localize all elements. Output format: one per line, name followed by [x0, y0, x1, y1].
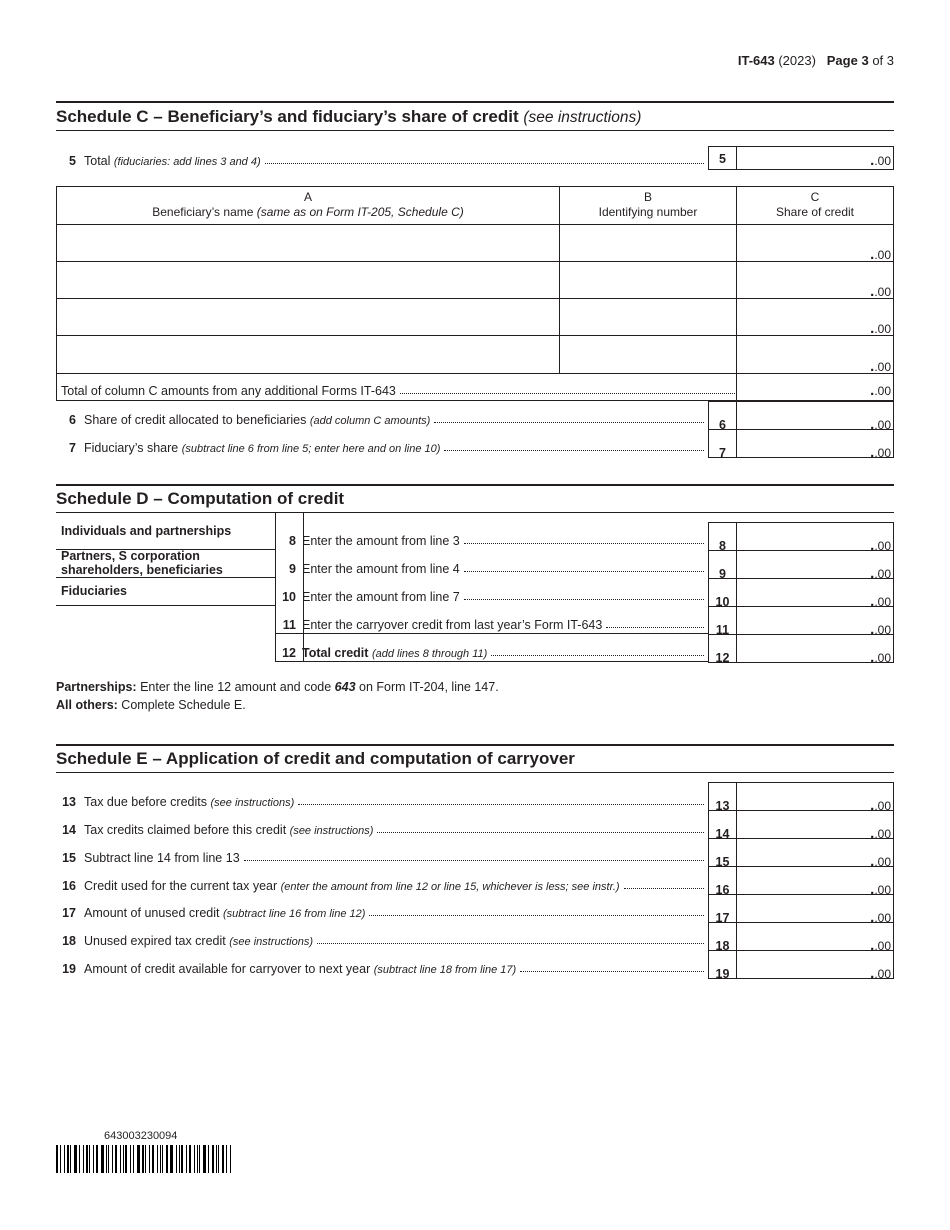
line-12-amount[interactable]: ..00	[736, 634, 894, 663]
line-6-row	[56, 407, 706, 427]
line-10-box: 10	[708, 578, 736, 607]
share-of-credit-field[interactable]: ..00	[736, 335, 894, 374]
label-text: Tax due before credits	[84, 795, 207, 809]
barcode-bar	[208, 1145, 209, 1173]
dot-leader	[464, 543, 704, 544]
divider	[275, 661, 708, 662]
line-number: 15	[62, 851, 76, 865]
line-label	[84, 154, 261, 168]
line-number: 5	[69, 154, 76, 168]
barcode-bar	[123, 1145, 124, 1173]
additional-forms-total-row	[56, 373, 737, 401]
dot-leader	[377, 832, 704, 833]
col-title: Identifying number	[598, 205, 698, 219]
label-note: (see instructions)	[210, 797, 295, 809]
line-number: 16	[62, 879, 76, 893]
barcode-bar	[125, 1145, 127, 1173]
label-note: (add lines 8 through 11)	[371, 648, 488, 660]
note-text: Enter the line 12 amount and code	[140, 680, 332, 694]
line-8-amount[interactable]: ..00	[736, 522, 894, 551]
divider	[56, 744, 894, 746]
barcode-bar	[181, 1145, 183, 1173]
line-10-amount[interactable]: ..00	[736, 578, 894, 607]
line-label	[302, 590, 460, 604]
line-18-row	[56, 928, 706, 948]
line-number: 9	[289, 562, 296, 576]
barcode-bar	[218, 1145, 219, 1173]
barcode-bar	[199, 1145, 200, 1173]
line-label	[84, 413, 430, 427]
label-note: (subtract line 6 from line 5; enter here and on line 10)	[181, 443, 441, 455]
barcode-bar	[162, 1145, 163, 1173]
line-6-box: 6	[708, 401, 736, 430]
dot-leader	[464, 571, 704, 572]
barcode-bar	[89, 1145, 90, 1173]
barcode-bar	[166, 1145, 168, 1173]
label-text: Enter the amount from line 4	[302, 562, 460, 576]
identifying-number-field[interactable]	[559, 335, 737, 374]
barcode-bar	[108, 1145, 109, 1173]
cents: .00	[874, 855, 891, 869]
barcode-bar	[230, 1145, 231, 1173]
col-title: Beneficiary’s name	[152, 205, 254, 219]
barcode-bar	[226, 1145, 227, 1173]
page-label: Page 3	[826, 53, 869, 68]
cents: .00	[874, 967, 891, 981]
line-label	[84, 906, 365, 920]
line-19-row	[56, 956, 706, 976]
group-label: Individuals and partnerships	[61, 524, 232, 538]
line-number: 8	[289, 534, 296, 548]
col-letter: B	[643, 190, 652, 204]
label-text: Subtract line 14 from line 13	[84, 851, 240, 865]
col-title: Share of credit	[775, 205, 855, 219]
line-label	[84, 851, 240, 865]
line-number: 11	[282, 618, 296, 632]
barcode-bar	[170, 1145, 173, 1173]
schedule-c-title-note: (see instructions)	[523, 109, 642, 126]
label-text: Fiduciary’s share	[84, 441, 179, 455]
line-number: 17	[62, 906, 76, 920]
line-15-box: 15	[708, 838, 736, 867]
dot-leader	[464, 599, 704, 600]
schedule-d-title: Schedule D – Computation of credit	[56, 489, 345, 508]
barcode-bar	[222, 1145, 224, 1173]
identifying-number-field[interactable]	[559, 261, 737, 299]
cents: .00	[874, 623, 891, 637]
line-17-box: 17	[708, 894, 736, 923]
line-7-amount[interactable]: ..00	[736, 429, 894, 458]
line-number: 10	[282, 590, 296, 604]
barcode-bar	[149, 1145, 150, 1173]
label-text: Amount of credit available for carryover to next year	[84, 962, 371, 976]
line-number: 7	[69, 441, 76, 455]
line-7-box: 7	[708, 429, 736, 458]
line-6-amount[interactable]: ..00	[736, 401, 894, 430]
schedule-c-title	[56, 107, 641, 127]
label-text: Share of credit allocated to beneficiaries	[84, 413, 307, 427]
cents: .00	[874, 595, 891, 609]
divider	[56, 101, 894, 103]
dot-leader	[317, 943, 704, 944]
barcode-bar	[79, 1145, 80, 1173]
line-12-box: 12	[708, 634, 736, 663]
barcode-bar	[106, 1145, 107, 1173]
line-label	[302, 618, 602, 632]
identifying-number-field[interactable]	[559, 224, 737, 262]
col-letter: A	[303, 190, 312, 204]
line-14-amount[interactable]: ..00	[736, 810, 894, 839]
barcode-bar	[120, 1145, 121, 1173]
line-14-row	[56, 817, 706, 837]
line-15-amount[interactable]: ..00	[736, 838, 894, 867]
line-13-row	[56, 789, 706, 809]
line-number: 13	[62, 795, 76, 809]
label-text: Enter the amount from line 3	[302, 534, 460, 548]
col-letter: C	[810, 190, 820, 204]
barcode-bar	[130, 1145, 131, 1173]
dot-leader	[434, 422, 704, 423]
label-text: Enter the amount from line 7	[302, 590, 460, 604]
line-number: 6	[69, 413, 76, 427]
cents: .00	[874, 446, 891, 460]
label-note: (enter the amount from line 12 or line 15, whichever is less; see instr.)	[280, 881, 620, 893]
cents: .00	[874, 154, 891, 168]
note-code: 643	[334, 680, 356, 694]
barcode-bar	[157, 1145, 158, 1173]
line-8-row	[276, 528, 706, 548]
cents: .00	[874, 827, 891, 841]
barcode-bar	[186, 1145, 187, 1173]
line-number: 14	[62, 823, 76, 837]
barcode-bar	[197, 1145, 198, 1173]
barcode-bar	[142, 1145, 144, 1173]
barcode-bar	[115, 1145, 117, 1173]
cents: .00	[874, 939, 891, 953]
cents: .00	[874, 360, 891, 374]
line-15-row	[56, 845, 706, 865]
line-5-row	[56, 148, 706, 168]
line-label	[84, 962, 516, 976]
line-13-amount[interactable]: ..00	[736, 782, 894, 811]
line-19-amount[interactable]: ..00	[736, 950, 894, 979]
line-5-box: 5	[708, 146, 736, 170]
line-14-box: 14	[708, 810, 736, 839]
line-18-box: 18	[708, 922, 736, 951]
line-8-box: 8	[708, 522, 736, 551]
line-17-row	[56, 900, 706, 920]
line-label	[84, 795, 294, 809]
barcode-bar	[212, 1145, 214, 1173]
line-number: 12	[282, 646, 296, 660]
col-note: (same as on Form IT-205, Schedule C)	[256, 205, 464, 219]
line-12-row	[276, 640, 706, 660]
divider	[56, 605, 276, 606]
note-text: Complete Schedule E.	[121, 698, 246, 712]
barcode-bar	[74, 1145, 77, 1173]
cents: .00	[874, 248, 891, 262]
barcode-bar	[60, 1145, 61, 1173]
label-text: Amount of unused credit	[84, 906, 220, 920]
barcode-bar	[176, 1145, 177, 1173]
page-header	[738, 53, 894, 68]
schedule-e-title: Schedule E – Application of credit and computation of carryover	[56, 749, 575, 768]
line-16-amount[interactable]: ..00	[736, 866, 894, 895]
col-a-header	[56, 186, 560, 225]
line-16-row	[56, 873, 706, 893]
barcode-bar	[152, 1145, 154, 1173]
barcode-bar	[64, 1145, 65, 1173]
schedule-d-notes	[56, 678, 499, 714]
line-label	[84, 823, 373, 837]
cents: .00	[874, 384, 891, 398]
barcode-bar	[67, 1145, 69, 1173]
dot-leader	[606, 627, 704, 628]
barcode-bar	[145, 1145, 146, 1173]
cents: .00	[874, 883, 891, 897]
share-of-credit-field[interactable]: ..00	[736, 224, 894, 262]
barcode-bar	[137, 1145, 140, 1173]
line-10-row	[276, 584, 706, 604]
cents: .00	[874, 322, 891, 336]
line-11-box: 11	[708, 606, 736, 635]
line-9-amount[interactable]: ..00	[736, 550, 894, 579]
barcode-bar	[96, 1145, 98, 1173]
barcode-bar	[101, 1145, 104, 1173]
line-11-amount[interactable]: ..00	[736, 606, 894, 635]
line-18-amount[interactable]: ..00	[736, 922, 894, 951]
divider	[56, 577, 276, 578]
dot-leader	[624, 888, 704, 889]
line-16-box: 16	[708, 866, 736, 895]
label-text: Total credit	[302, 646, 369, 660]
barcode-bar	[203, 1145, 206, 1173]
schedule-c-title-text: Schedule C – Beneficiary’s and fiduciary’s share of credit	[56, 107, 519, 126]
note-bold: Partnerships:	[56, 680, 137, 694]
barcode-bar	[93, 1145, 94, 1173]
beneficiary-name-field[interactable]	[56, 224, 560, 262]
line-label	[84, 879, 620, 893]
line-19-box: 19	[708, 950, 736, 979]
divider	[56, 484, 894, 486]
beneficiary-name-field[interactable]	[56, 261, 560, 299]
dot-leader	[298, 804, 704, 805]
form-year: (2023)	[778, 53, 816, 68]
dot-leader	[520, 971, 704, 972]
form-number: IT-643	[737, 53, 775, 68]
barcode-bar	[189, 1145, 191, 1173]
line-label	[302, 562, 460, 576]
barcode-bar	[70, 1145, 71, 1173]
label-note: (subtract line 16 from line 12)	[222, 908, 366, 920]
dot-leader	[400, 384, 735, 394]
line-11-row	[276, 612, 706, 632]
dot-leader	[491, 655, 704, 656]
beneficiary-name-field[interactable]	[56, 298, 560, 336]
barcode-bar	[160, 1145, 161, 1173]
divider	[56, 772, 894, 773]
additional-forms-total-amount[interactable]: ..00	[736, 373, 894, 401]
cents: .00	[874, 285, 891, 299]
group-label: Partners, S corporation shareholders, beneficiaries	[61, 549, 223, 577]
line-9-box: 9	[708, 550, 736, 579]
label-note: (add column C amounts)	[309, 415, 431, 427]
label-note: (subtract line 18 from line 17)	[373, 964, 517, 976]
page-of: of 3	[872, 53, 894, 68]
dot-leader	[444, 450, 704, 451]
label-text: Unused expired tax credit	[84, 934, 226, 948]
beneficiary-name-field[interactable]	[56, 335, 560, 374]
total-row-label: Total of column C amounts from any additional Forms IT-643	[61, 384, 396, 398]
cents: .00	[874, 539, 891, 553]
line-9-row	[276, 556, 706, 576]
cents: .00	[874, 911, 891, 925]
label-text: Credit used for the current tax year	[84, 879, 278, 893]
dot-leader	[369, 915, 704, 916]
label-text: Tax credits claimed before this credit	[84, 823, 287, 837]
identifying-number-field[interactable]	[559, 298, 737, 336]
col-c-header	[736, 186, 894, 225]
line-13-box: 13	[708, 782, 736, 811]
line-label	[84, 441, 440, 455]
note-text: on Form IT-204, line 147.	[359, 680, 499, 694]
note-bold: All others:	[56, 698, 118, 712]
divider	[56, 512, 894, 513]
barcode-bar	[56, 1145, 58, 1173]
barcode-bar	[86, 1145, 88, 1173]
cents: .00	[874, 567, 891, 581]
divider	[56, 130, 894, 131]
line-7-row	[56, 435, 706, 455]
cents: .00	[874, 651, 891, 665]
line-label	[302, 646, 487, 660]
label-text: Total	[84, 154, 111, 168]
group-label: Fiduciaries	[61, 584, 127, 598]
label-note: (see instructions)	[289, 825, 374, 837]
line-label	[84, 934, 313, 948]
barcode-bar	[133, 1145, 134, 1173]
col-b-header	[559, 186, 737, 225]
barcode-bar	[179, 1145, 180, 1173]
barcode-number: 643003230094	[104, 1130, 178, 1142]
label-note: (see instructions)	[229, 936, 313, 948]
line-number: 18	[62, 934, 76, 948]
line-5-amount[interactable]: ..00	[736, 146, 894, 170]
line-label	[302, 534, 460, 548]
dot-leader	[244, 860, 704, 861]
share-of-credit-field[interactable]: ..00	[736, 261, 894, 299]
barcode-bar	[216, 1145, 217, 1173]
barcode-bar	[112, 1145, 113, 1173]
dot-leader	[265, 163, 704, 164]
cents: .00	[874, 799, 891, 813]
divider	[275, 633, 708, 634]
barcode-bar	[194, 1145, 195, 1173]
label-note: (fiduciaries: add lines 3 and 4)	[113, 156, 261, 168]
label-text: Enter the carryover credit from last year’s Form IT-643	[302, 618, 603, 632]
line-17-amount[interactable]: ..00	[736, 894, 894, 923]
cents: .00	[874, 418, 891, 432]
share-of-credit-field[interactable]: ..00	[736, 298, 894, 336]
barcode-bar	[83, 1145, 84, 1173]
line-number: 19	[62, 962, 76, 976]
